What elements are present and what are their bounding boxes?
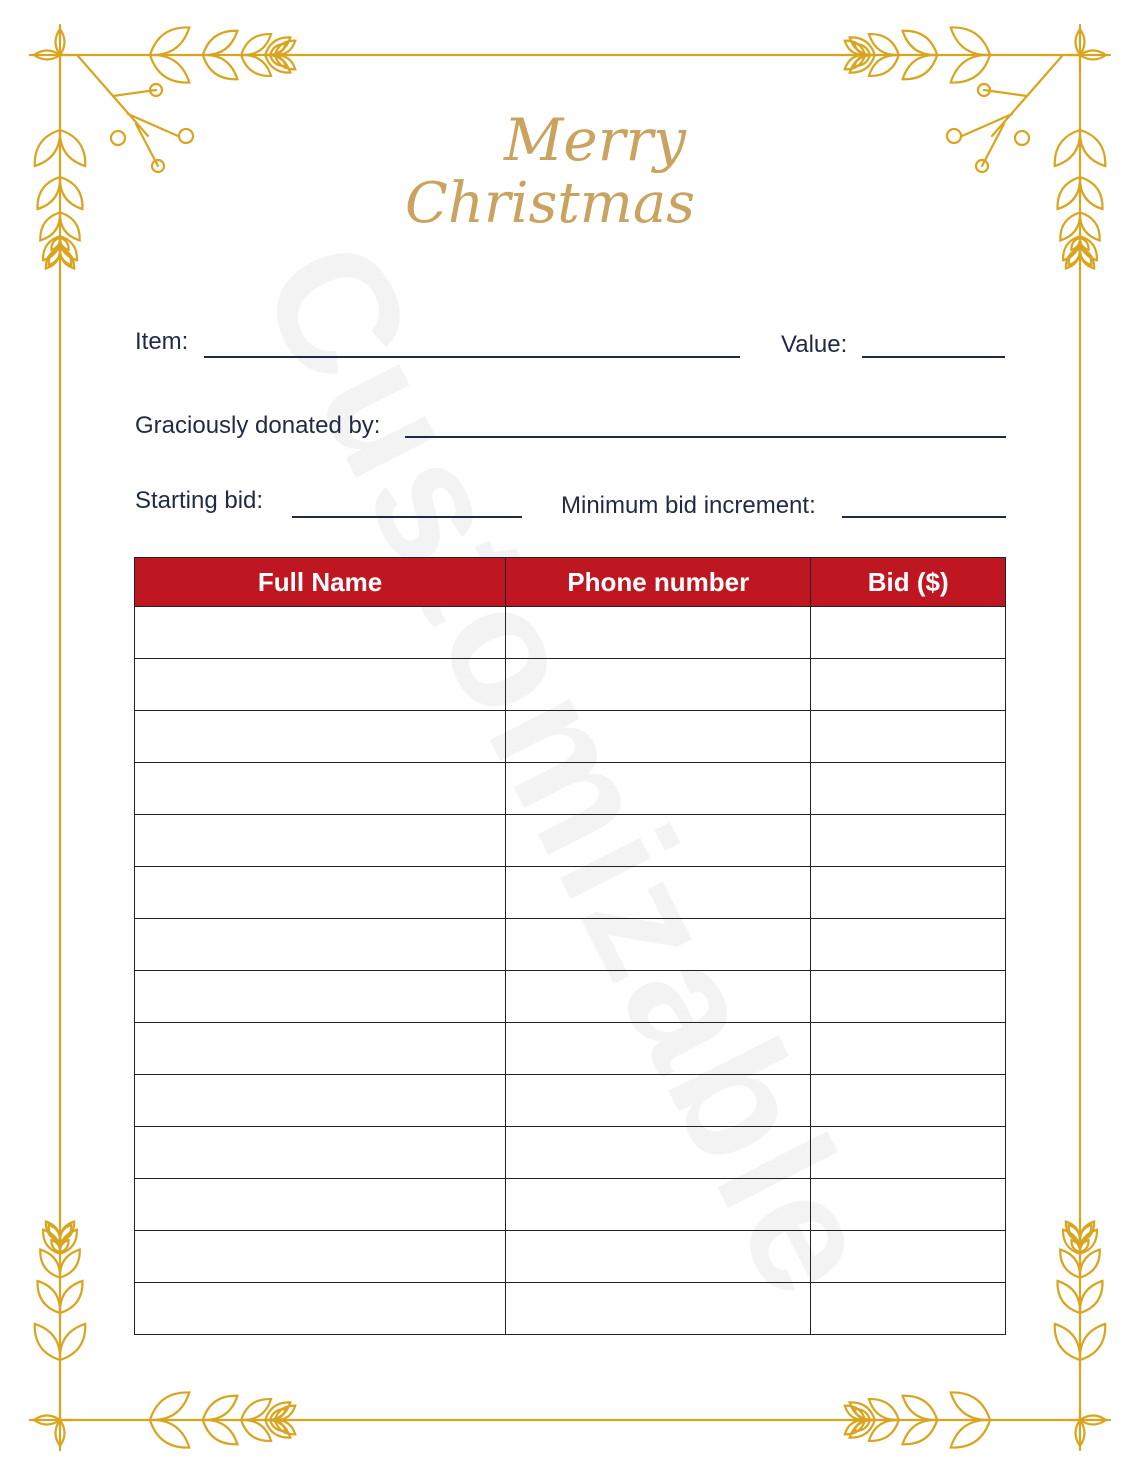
starting-bid-line[interactable] [292, 516, 522, 518]
cell-full-name[interactable] [135, 1023, 506, 1075]
cell-bid[interactable] [811, 815, 1006, 867]
cell-phone-number[interactable] [506, 763, 811, 815]
cell-full-name[interactable] [135, 815, 506, 867]
table-row [135, 763, 1006, 815]
title-line-2: Christmas [404, 171, 696, 236]
table-row [135, 919, 1006, 971]
min-increment-label: Minimum bid increment: [561, 492, 816, 519]
berry-ornament [179, 129, 193, 143]
header-bid: Bid ($) [811, 558, 1006, 607]
cell-phone-number[interactable] [506, 659, 811, 711]
item-line[interactable] [204, 356, 740, 358]
table-row [135, 1231, 1006, 1283]
bid-table [134, 557, 1006, 1335]
table-row [135, 1127, 1006, 1179]
table-row [135, 815, 1006, 867]
cell-full-name[interactable] [135, 711, 506, 763]
cell-phone-number[interactable] [506, 919, 811, 971]
cell-bid[interactable] [811, 1179, 1006, 1231]
cell-bid[interactable] [811, 763, 1006, 815]
cell-phone-number[interactable] [506, 711, 811, 763]
cell-full-name[interactable] [135, 919, 506, 971]
cell-phone-number[interactable] [506, 815, 811, 867]
donated-by-label: Graciously donated by: [135, 412, 381, 439]
table-row [135, 1075, 1006, 1127]
value-line[interactable] [862, 356, 1005, 358]
cell-bid[interactable] [811, 711, 1006, 763]
table-row [135, 1023, 1006, 1075]
cell-full-name[interactable] [135, 1179, 506, 1231]
table-row [135, 971, 1006, 1023]
cell-full-name[interactable] [135, 1283, 506, 1335]
header-full-name: Full Name [135, 558, 506, 607]
table-row [135, 1179, 1006, 1231]
cell-phone-number[interactable] [506, 1179, 811, 1231]
branch-ornament [136, 124, 158, 166]
value-label: Value: [781, 331, 848, 358]
berry-ornament [1015, 131, 1029, 145]
berry-ornament [947, 129, 961, 143]
cell-bid[interactable] [811, 1127, 1006, 1179]
cell-bid[interactable] [811, 867, 1006, 919]
cell-bid[interactable] [811, 1231, 1006, 1283]
cell-full-name[interactable] [135, 607, 506, 659]
cell-phone-number[interactable] [506, 1231, 811, 1283]
cell-phone-number[interactable] [506, 1075, 811, 1127]
page-title [404, 106, 700, 236]
cell-bid[interactable] [811, 659, 1006, 711]
cell-phone-number[interactable] [506, 607, 811, 659]
cell-phone-number[interactable] [506, 971, 811, 1023]
cell-full-name[interactable] [135, 763, 506, 815]
title-line-1: Merry [504, 106, 686, 174]
item-label: Item: [135, 328, 189, 355]
table-row [135, 711, 1006, 763]
min-increment-line[interactable] [842, 516, 1006, 518]
cell-bid[interactable] [811, 971, 1006, 1023]
cell-bid[interactable] [811, 1023, 1006, 1075]
cell-full-name[interactable] [135, 867, 506, 919]
cell-full-name[interactable] [135, 1127, 506, 1179]
table-row [135, 607, 1006, 659]
branch-ornament [982, 124, 1004, 166]
cell-bid[interactable] [811, 919, 1006, 971]
cell-phone-number[interactable] [506, 1127, 811, 1179]
cell-bid[interactable] [811, 607, 1006, 659]
cell-full-name[interactable] [135, 1231, 506, 1283]
cell-bid[interactable] [811, 1283, 1006, 1335]
cell-full-name[interactable] [135, 659, 506, 711]
table-row [135, 659, 1006, 711]
table-row [135, 1283, 1006, 1335]
cell-phone-number[interactable] [506, 867, 811, 919]
cell-full-name[interactable] [135, 1075, 506, 1127]
cell-phone-number[interactable] [506, 1023, 811, 1075]
header-phone-number: Phone number [506, 558, 811, 607]
table-row [135, 867, 1006, 919]
cell-phone-number[interactable] [506, 1283, 811, 1335]
cell-full-name[interactable] [135, 971, 506, 1023]
cell-bid[interactable] [811, 1075, 1006, 1127]
starting-bid-label: Starting bid: [135, 487, 264, 514]
berry-ornament [111, 131, 125, 145]
donated-by-line[interactable] [405, 436, 1006, 438]
bid-table-header [135, 558, 1006, 607]
